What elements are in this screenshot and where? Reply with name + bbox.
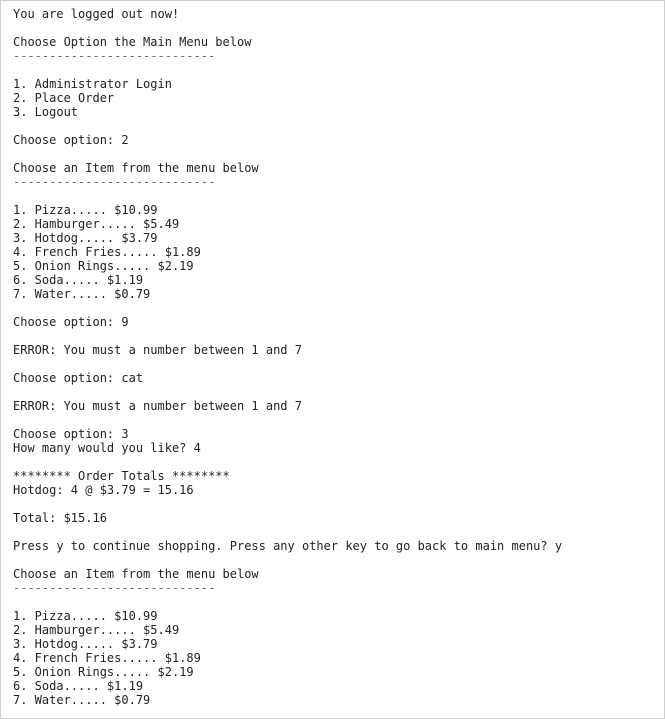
console-line: 6. Soda..... $1.19 [13,273,144,287]
blank-line [13,413,652,427]
console-line: 2. Hamburger..... $5.49 [13,623,180,637]
console-line: 3. Hotdog..... $3.79 [13,637,158,651]
blank-line [13,147,652,161]
console-line: 5. Onion Rings..... $2.19 [13,259,194,273]
console-line: 4. French Fries..... $1.89 [13,651,201,665]
console-line: ERROR: You must a number between 1 and 7 [13,399,302,413]
console-line: You are logged out now! [13,7,180,21]
console-line: 1. Administrator Login [13,77,172,91]
blank-line [13,497,652,511]
console-line: ******** Order Totals ******** [13,469,230,483]
blank-line [13,553,652,567]
console-line: 7. Water..... $0.79 [13,693,151,707]
console-line: Choose option: cat [13,371,144,385]
blank-line [13,301,652,315]
console-line: 5. Onion Rings..... $2.19 [13,665,194,679]
console-line: 2. Hamburger..... $5.49 [13,217,180,231]
console-line: Choose Option the Main Menu below [13,35,252,49]
console-line: 4. French Fries..... $1.89 [13,245,201,259]
console-line: Total: $15.16 [13,511,107,525]
blank-line [13,189,652,203]
separator-line: ---------------------------- [13,175,216,189]
console-line: Choose an Item from the menu below [13,567,259,581]
console-line: 7. Water..... $0.79 [13,287,151,301]
console-line: How many would you like? 4 [13,441,201,455]
console-line: Press y to continue shopping. Press any other key to go back to main menu? y [13,539,563,553]
console-line: Choose option: 2 [13,133,129,147]
console-line: Choose option: 3 [13,427,129,441]
separator-line: ---------------------------- [13,49,216,63]
console-line: 3. Hotdog..... $3.79 [13,231,158,245]
console-line: Choose an Item from the menu below [13,161,259,175]
console-line: 6. Soda..... $1.19 [13,679,144,693]
blank-line [13,455,652,469]
console-line: 1. Pizza..... $10.99 [13,203,158,217]
blank-line [13,525,652,539]
console-line: Choose option: 9 [13,315,129,329]
blank-line [13,595,652,609]
console-line: 3. Logout [13,105,79,119]
blank-line [13,21,652,35]
console-line: ERROR: You must a number between 1 and 7 [13,343,302,357]
blank-line [13,385,652,399]
console-line: 2. Place Order [13,91,115,105]
blank-line [13,63,652,77]
blank-line [13,119,652,133]
console-line: 1. Pizza..... $10.99 [13,609,158,623]
separator-line: ---------------------------- [13,581,216,595]
console-line: Hotdog: 4 @ $3.79 = 15.16 [13,483,194,497]
blank-line [13,357,652,371]
blank-line [13,329,652,343]
